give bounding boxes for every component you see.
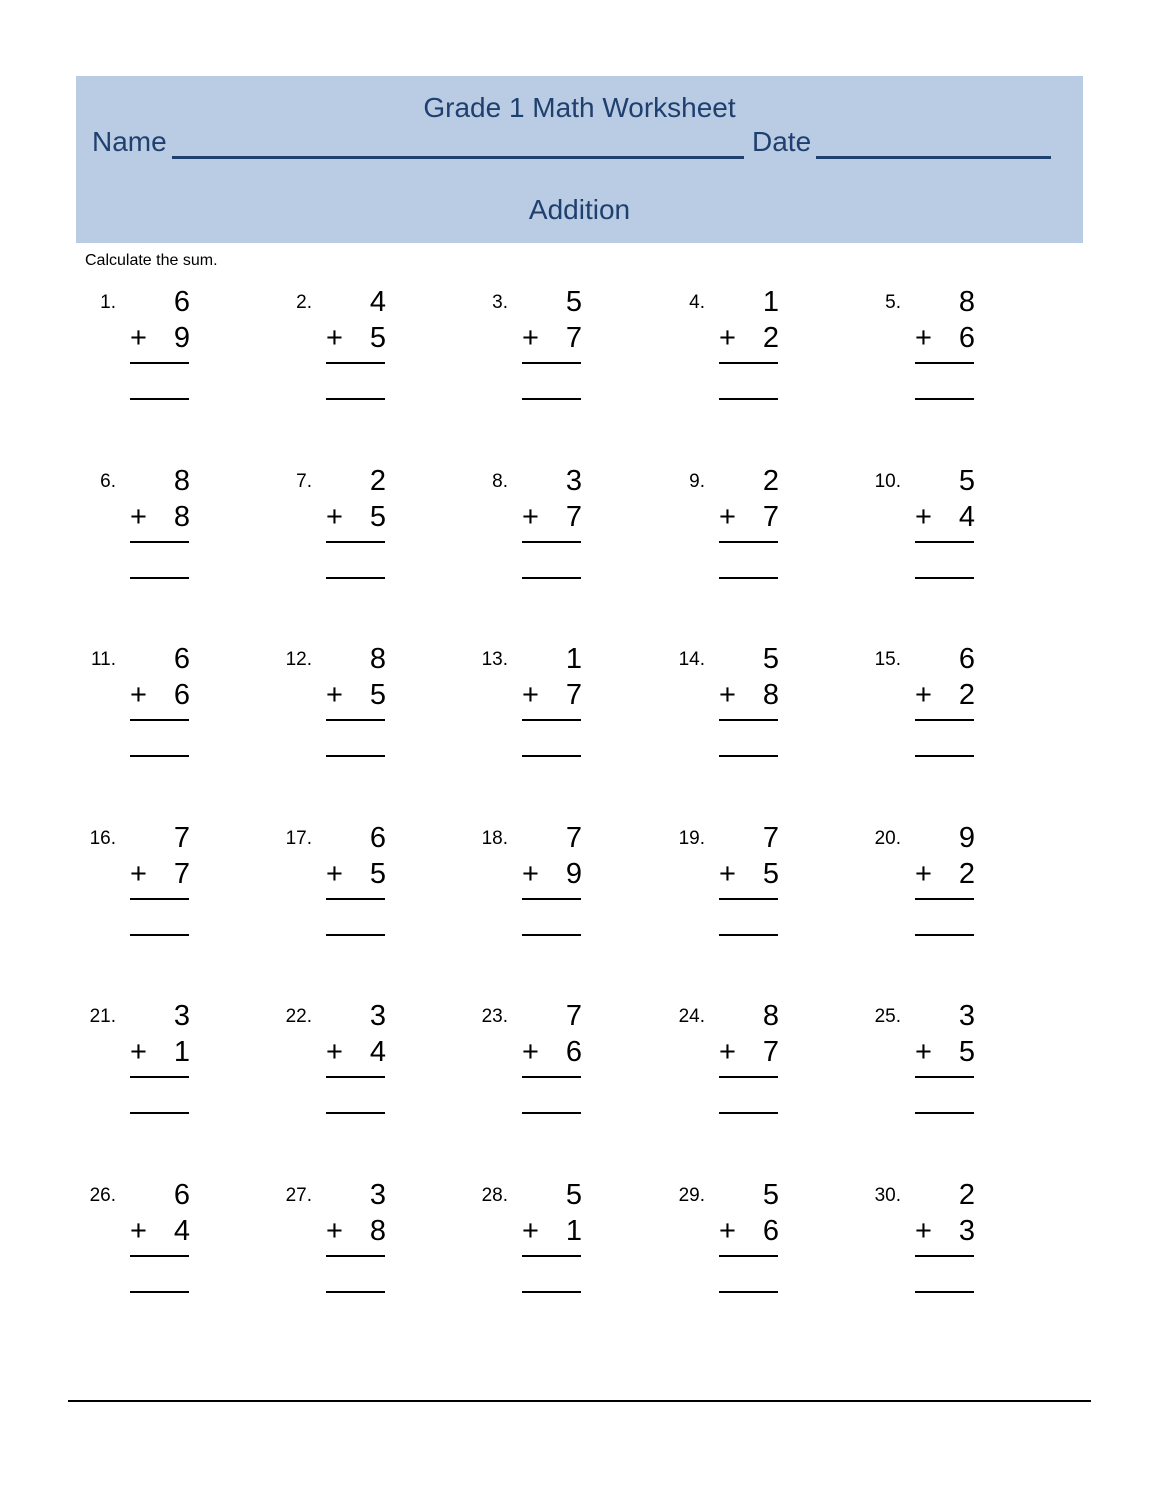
answer-line[interactable] bbox=[915, 934, 974, 936]
problem-item bbox=[276, 822, 466, 952]
answer-line[interactable] bbox=[719, 398, 778, 400]
sum-rule bbox=[719, 362, 778, 364]
sum-rule bbox=[719, 1076, 778, 1078]
bottom-operand: 6 bbox=[958, 322, 975, 354]
bottom-operand: 7 bbox=[173, 858, 190, 890]
problem-item bbox=[669, 1179, 859, 1309]
problem-number: 15. bbox=[874, 649, 901, 670]
bottom-operand: 8 bbox=[369, 1215, 386, 1247]
top-operand: 7 bbox=[173, 822, 190, 854]
problem-number: 20. bbox=[874, 828, 901, 849]
plus-sign: + bbox=[130, 322, 147, 354]
problem-number: 12. bbox=[285, 649, 312, 670]
date-label: Date bbox=[752, 126, 812, 157]
problem-item bbox=[472, 1000, 662, 1130]
sum-rule bbox=[522, 1255, 581, 1257]
problem-number: 11. bbox=[90, 649, 116, 670]
bottom-operand: 5 bbox=[762, 858, 779, 890]
answer-line[interactable] bbox=[130, 577, 189, 579]
answer-line[interactable] bbox=[130, 398, 189, 400]
plus-sign: + bbox=[719, 1036, 736, 1068]
problem-item bbox=[276, 465, 466, 595]
top-operand: 5 bbox=[762, 643, 779, 675]
problem-number: 3. bbox=[492, 292, 508, 313]
footer-divider bbox=[68, 1400, 1091, 1402]
plus-sign: + bbox=[326, 1036, 343, 1068]
top-operand: 5 bbox=[565, 1179, 582, 1211]
sum-rule bbox=[915, 541, 974, 543]
top-operand: 5 bbox=[958, 465, 975, 497]
plus-sign: + bbox=[130, 679, 147, 711]
plus-sign: + bbox=[522, 322, 539, 354]
top-operand: 3 bbox=[565, 465, 582, 497]
sum-rule bbox=[719, 1255, 778, 1257]
answer-line[interactable] bbox=[522, 398, 581, 400]
answer-line[interactable] bbox=[915, 577, 974, 579]
answer-line[interactable] bbox=[915, 1291, 974, 1293]
worksheet-header bbox=[76, 76, 1083, 243]
bottom-operand: 7 bbox=[565, 322, 582, 354]
instructions: Calculate the sum. bbox=[85, 252, 218, 269]
plus-sign: + bbox=[915, 858, 932, 890]
top-operand: 7 bbox=[565, 822, 582, 854]
answer-line[interactable] bbox=[719, 755, 778, 757]
plus-sign: + bbox=[915, 1036, 932, 1068]
problem-number: 8. bbox=[492, 471, 508, 492]
problem-number: 1. bbox=[100, 292, 116, 313]
top-operand: 1 bbox=[762, 286, 779, 318]
sum-rule bbox=[915, 719, 974, 721]
worksheet-subtitle: Addition bbox=[528, 194, 631, 225]
problem-number: 10. bbox=[874, 471, 901, 492]
problem-number: 30. bbox=[874, 1185, 901, 1206]
sum-rule bbox=[915, 1076, 974, 1078]
problem-number: 7. bbox=[296, 471, 312, 492]
problem-number: 6. bbox=[100, 471, 116, 492]
sum-rule bbox=[522, 541, 581, 543]
problem-item bbox=[80, 465, 270, 595]
sum-rule bbox=[130, 719, 189, 721]
plus-sign: + bbox=[915, 322, 932, 354]
bottom-operand: 2 bbox=[762, 322, 779, 354]
answer-line[interactable] bbox=[326, 577, 385, 579]
plus-sign: + bbox=[326, 322, 343, 354]
problem-number: 21. bbox=[89, 1006, 116, 1027]
sum-rule bbox=[130, 1076, 189, 1078]
top-operand: 7 bbox=[762, 822, 779, 854]
problem-number: 16. bbox=[89, 828, 116, 849]
top-operand: 8 bbox=[369, 643, 386, 675]
top-operand: 3 bbox=[369, 1000, 386, 1032]
name-field-line[interactable] bbox=[172, 156, 744, 159]
problem-number: 18. bbox=[481, 828, 508, 849]
problem-item bbox=[80, 643, 270, 773]
top-operand: 6 bbox=[173, 1179, 190, 1211]
problem-number: 26. bbox=[89, 1185, 116, 1206]
sum-rule bbox=[326, 1255, 385, 1257]
answer-line[interactable] bbox=[130, 934, 189, 936]
problem-item bbox=[865, 465, 1055, 595]
plus-sign: + bbox=[130, 858, 147, 890]
top-operand: 8 bbox=[762, 1000, 779, 1032]
problem-number: 25. bbox=[874, 1006, 901, 1027]
problem-item bbox=[472, 465, 662, 595]
top-operand: 6 bbox=[173, 643, 190, 675]
problem-number: 5. bbox=[885, 292, 901, 313]
name-label: Name bbox=[92, 126, 167, 157]
top-operand: 6 bbox=[958, 643, 975, 675]
plus-sign: + bbox=[130, 1036, 147, 1068]
answer-line[interactable] bbox=[326, 1291, 385, 1293]
problem-item bbox=[865, 1179, 1055, 1309]
bottom-operand: 1 bbox=[565, 1215, 582, 1247]
sum-rule bbox=[915, 362, 974, 364]
plus-sign: + bbox=[522, 858, 539, 890]
problem-item bbox=[80, 1179, 270, 1309]
sum-rule bbox=[326, 541, 385, 543]
problem-number: 2. bbox=[296, 292, 312, 313]
problem-number: 23. bbox=[481, 1006, 508, 1027]
plus-sign: + bbox=[522, 501, 539, 533]
sum-rule bbox=[915, 1255, 974, 1257]
plus-sign: + bbox=[522, 1036, 539, 1068]
sum-rule bbox=[130, 898, 189, 900]
top-operand: 3 bbox=[369, 1179, 386, 1211]
problem-item bbox=[669, 465, 859, 595]
problem-item bbox=[669, 643, 859, 773]
top-operand: 1 bbox=[565, 643, 582, 675]
bottom-operand: 8 bbox=[173, 501, 190, 533]
sum-rule bbox=[915, 898, 974, 900]
bottom-operand: 5 bbox=[958, 1036, 975, 1068]
bottom-operand: 5 bbox=[369, 501, 386, 533]
answer-line[interactable] bbox=[522, 577, 581, 579]
problem-number: 22. bbox=[285, 1006, 312, 1027]
answer-line[interactable] bbox=[915, 1112, 974, 1114]
problem-item bbox=[80, 822, 270, 952]
bottom-operand: 1 bbox=[173, 1036, 190, 1068]
answer-line[interactable] bbox=[522, 1112, 581, 1114]
bottom-operand: 7 bbox=[762, 501, 779, 533]
sum-rule bbox=[130, 541, 189, 543]
bottom-operand: 4 bbox=[173, 1215, 190, 1247]
plus-sign: + bbox=[130, 1215, 147, 1247]
problem-item bbox=[865, 643, 1055, 773]
bottom-operand: 2 bbox=[958, 858, 975, 890]
problem-item bbox=[669, 822, 859, 952]
problem-number: 24. bbox=[678, 1006, 705, 1027]
top-operand: 2 bbox=[958, 1179, 975, 1211]
problem-number: 19. bbox=[678, 828, 705, 849]
answer-line[interactable] bbox=[326, 1112, 385, 1114]
sum-rule bbox=[522, 362, 581, 364]
plus-sign: + bbox=[719, 1215, 736, 1247]
bottom-operand: 6 bbox=[565, 1036, 582, 1068]
plus-sign: + bbox=[719, 679, 736, 711]
plus-sign: + bbox=[326, 679, 343, 711]
date-field-line[interactable] bbox=[816, 156, 1051, 159]
problem-item bbox=[472, 286, 662, 416]
problem-number: 14. bbox=[678, 649, 705, 670]
problem-item bbox=[669, 1000, 859, 1130]
top-operand: 6 bbox=[369, 822, 386, 854]
problem-item bbox=[80, 286, 270, 416]
top-operand: 3 bbox=[173, 1000, 190, 1032]
plus-sign: + bbox=[522, 1215, 539, 1247]
answer-line[interactable] bbox=[326, 398, 385, 400]
sum-rule bbox=[522, 898, 581, 900]
top-operand: 8 bbox=[958, 286, 975, 318]
answer-line[interactable] bbox=[326, 755, 385, 757]
bottom-operand: 5 bbox=[369, 322, 386, 354]
problem-item bbox=[276, 1179, 466, 1309]
bottom-operand: 5 bbox=[369, 679, 386, 711]
problem-number: 17. bbox=[285, 828, 312, 849]
problem-number: 29. bbox=[678, 1185, 705, 1206]
sum-rule bbox=[522, 1076, 581, 1078]
problem-item bbox=[865, 1000, 1055, 1130]
plus-sign: + bbox=[915, 679, 932, 711]
top-operand: 5 bbox=[762, 1179, 779, 1211]
problem-item bbox=[472, 1179, 662, 1309]
sum-rule bbox=[719, 541, 778, 543]
top-operand: 7 bbox=[565, 1000, 582, 1032]
problem-item bbox=[865, 286, 1055, 416]
answer-line[interactable] bbox=[915, 398, 974, 400]
sum-rule bbox=[326, 719, 385, 721]
bottom-operand: 6 bbox=[762, 1215, 779, 1247]
top-operand: 8 bbox=[173, 465, 190, 497]
problem-item bbox=[276, 643, 466, 773]
answer-line[interactable] bbox=[522, 755, 581, 757]
plus-sign: + bbox=[326, 1215, 343, 1247]
bottom-operand: 7 bbox=[565, 501, 582, 533]
sum-rule bbox=[130, 362, 189, 364]
problem-number: 28. bbox=[481, 1185, 508, 1206]
sum-rule bbox=[326, 1076, 385, 1078]
problem-item bbox=[472, 643, 662, 773]
answer-line[interactable] bbox=[522, 934, 581, 936]
top-operand: 9 bbox=[958, 822, 975, 854]
problem-number: 13. bbox=[481, 649, 508, 670]
bottom-operand: 5 bbox=[369, 858, 386, 890]
plus-sign: + bbox=[522, 679, 539, 711]
bottom-operand: 8 bbox=[762, 679, 779, 711]
answer-line[interactable] bbox=[130, 1291, 189, 1293]
sum-rule bbox=[719, 719, 778, 721]
plus-sign: + bbox=[130, 501, 147, 533]
plus-sign: + bbox=[719, 322, 736, 354]
bottom-operand: 2 bbox=[958, 679, 975, 711]
answer-line[interactable] bbox=[719, 1291, 778, 1293]
problem-number: 4. bbox=[689, 292, 705, 313]
plus-sign: + bbox=[326, 858, 343, 890]
problem-number: 9. bbox=[689, 471, 705, 492]
plus-sign: + bbox=[915, 501, 932, 533]
top-operand: 5 bbox=[565, 286, 582, 318]
problem-item bbox=[276, 286, 466, 416]
top-operand: 3 bbox=[958, 1000, 975, 1032]
bottom-operand: 7 bbox=[762, 1036, 779, 1068]
bottom-operand: 6 bbox=[173, 679, 190, 711]
answer-line[interactable] bbox=[719, 934, 778, 936]
sum-rule bbox=[522, 719, 581, 721]
bottom-operand: 4 bbox=[958, 501, 975, 533]
top-operand: 2 bbox=[762, 465, 779, 497]
answer-line[interactable] bbox=[522, 1291, 581, 1293]
sum-rule bbox=[326, 898, 385, 900]
sum-rule bbox=[719, 898, 778, 900]
plus-sign: + bbox=[915, 1215, 932, 1247]
plus-sign: + bbox=[719, 501, 736, 533]
answer-line[interactable] bbox=[130, 755, 189, 757]
answer-line[interactable] bbox=[915, 755, 974, 757]
answer-line[interactable] bbox=[326, 934, 385, 936]
plus-sign: + bbox=[326, 501, 343, 533]
bottom-operand: 3 bbox=[958, 1215, 975, 1247]
plus-sign: + bbox=[719, 858, 736, 890]
problem-item bbox=[80, 1000, 270, 1130]
sum-rule bbox=[130, 1255, 189, 1257]
worksheet-title: Grade 1 Math Worksheet bbox=[423, 92, 736, 123]
top-operand: 2 bbox=[369, 465, 386, 497]
problem-item bbox=[472, 822, 662, 952]
top-operand: 4 bbox=[369, 286, 386, 318]
sum-rule bbox=[326, 362, 385, 364]
bottom-operand: 9 bbox=[173, 322, 190, 354]
bottom-operand: 4 bbox=[369, 1036, 386, 1068]
answer-line[interactable] bbox=[719, 1112, 778, 1114]
bottom-operand: 7 bbox=[565, 679, 582, 711]
answer-line[interactable] bbox=[130, 1112, 189, 1114]
problem-number: 27. bbox=[285, 1185, 312, 1206]
problem-item bbox=[865, 822, 1055, 952]
problem-item bbox=[669, 286, 859, 416]
problem-item bbox=[276, 1000, 466, 1130]
bottom-operand: 9 bbox=[565, 858, 582, 890]
answer-line[interactable] bbox=[719, 577, 778, 579]
top-operand: 6 bbox=[173, 286, 190, 318]
